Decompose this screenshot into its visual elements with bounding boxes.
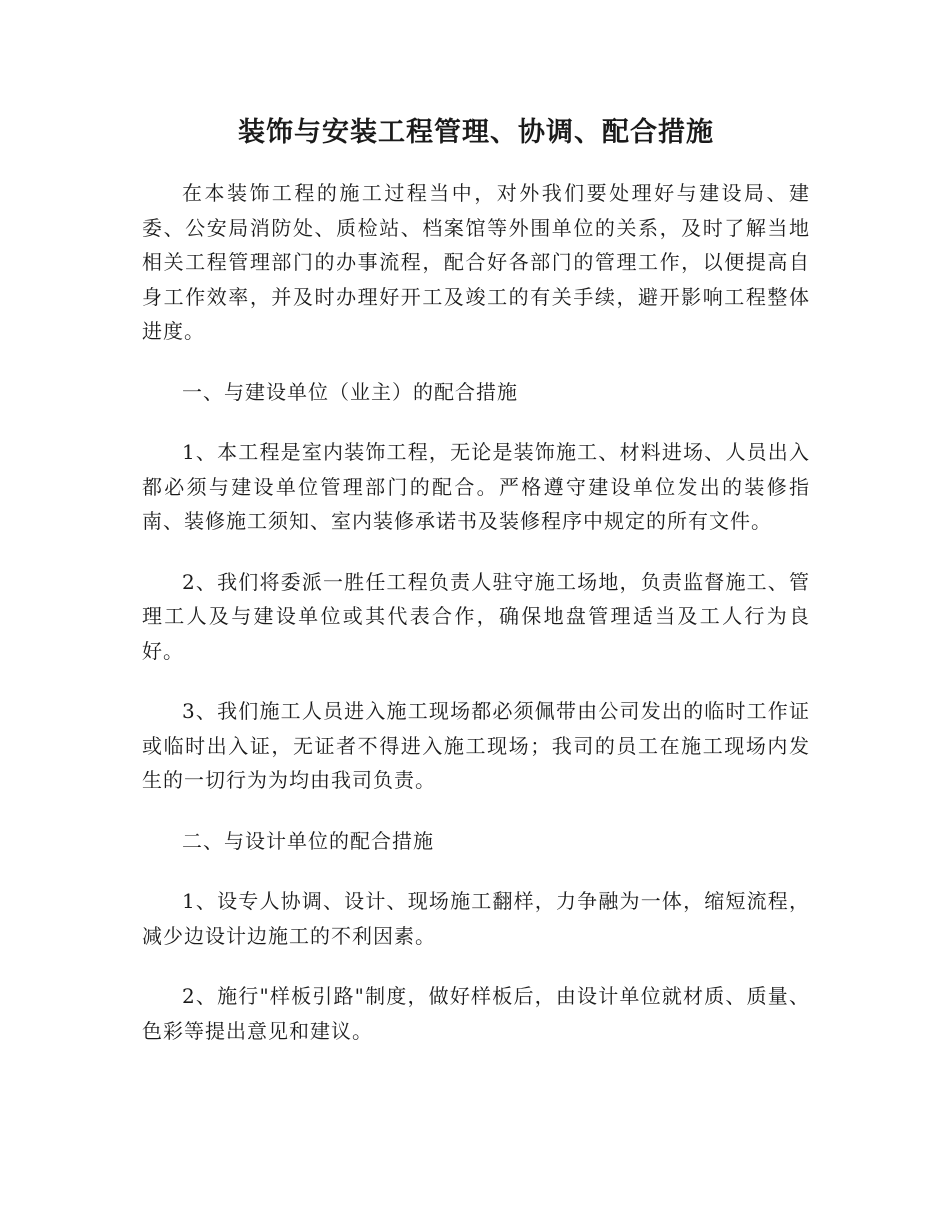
owner-measure-1: 1、本工程是室内装饰工程，无论是装饰施工、材料进场、人员出入都必须与建设单位管理部门的配合。严格遵守建设单位发出的装修指南、装修施工须知、室内装修承诺书及装修程序中规定的所有文件。 [142, 440, 810, 533]
intro-paragraph: 在本装饰工程的施工过程当中，对外我们要处理好与建设局、建委、公安局消防处、质检站、档案馆等外围单位的关系，及时了解当地相关工程管理部门的办事流程，配合好各部门的管理工作，以便提高自身工作效率，并及时办理好开工及竣工的有关手续，避开影响工程整体进度。 [142, 181, 810, 343]
document-page [142, 108, 810, 1074]
section-heading-design: 二、与设计单位的配合措施 [182, 828, 434, 853]
design-measure-2: 2、施行"样板引路"制度，做好样板后，由设计单位就材质、质量、色彩等提出意见和建议。 [142, 984, 810, 1043]
document-title: 装饰与安装工程管理、协调、配合措施 [238, 117, 714, 148]
owner-measure-3: 3、我们施工人员进入施工现场都必须佩带由公司发出的临时工作证或临时出入证，无证者不得进入施工现场；我司的员工在施工现场内发生的一切行为为均由我司负责。 [142, 699, 810, 792]
section-heading-owner: 一、与建设单位（业主）的配合措施 [182, 379, 518, 404]
owner-measure-2: 2、我们将委派一胜任工程负责人驻守施工场地，负责监督施工、管理工人及与建设单位或其代表合作，确保地盘管理适当及工人行为良好。 [142, 569, 810, 663]
design-measure-1: 1、设专人协调、设计、现场施工翻样，力争融为一体，缩短流程，减少边设计边施工的不利因素。 [142, 889, 810, 948]
